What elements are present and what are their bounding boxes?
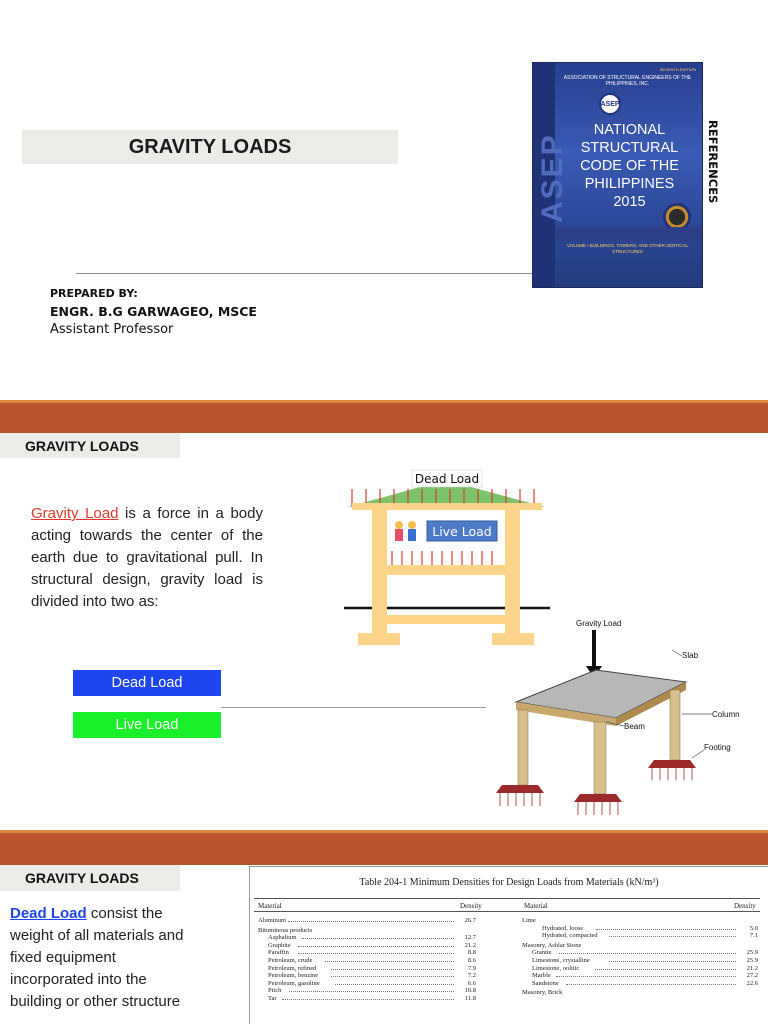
table-row <box>522 932 758 940</box>
prepared-by-block <box>50 287 257 337</box>
gravity-load-definition-text: is a force in a body acting towards the center of the earth due to gravitational pull. In structural design, gravity load is divided into two as: <box>31 505 263 610</box>
material-name: Petroleum, crude <box>268 956 313 964</box>
material-name: Graphite <box>268 941 291 949</box>
slide1-title: GRAVITY LOADS <box>22 130 398 164</box>
dot-leader <box>298 942 454 947</box>
footing-callout: Footing <box>704 743 731 752</box>
title-slide <box>0 0 768 400</box>
book-association: ASSOCIATION OF STRUCTURAL ENGINEERS OF THE PHILIPPINES, INC. <box>563 75 692 87</box>
dot-leader <box>289 987 455 992</box>
material-name: Limestone, crystalline <box>532 956 590 964</box>
slide2-title: GRAVITY LOADS <box>0 433 180 458</box>
dead-load-term-link[interactable]: Dead Load <box>10 905 87 922</box>
density-value: 27.2 <box>746 972 758 980</box>
book-title-line: CODE OF THE <box>580 158 679 174</box>
header-density: Density <box>734 902 756 910</box>
table-row <box>522 949 758 957</box>
table-row <box>522 942 758 950</box>
table-row <box>258 972 476 980</box>
dot-leader <box>566 980 736 985</box>
density-value: 5.0 <box>749 924 758 932</box>
material-name: Lime <box>522 917 536 924</box>
material-name: Asphaltum <box>268 934 297 942</box>
live-load-button[interactable]: Live Load <box>73 712 221 738</box>
book-title-line: STRUCTURAL <box>580 140 679 156</box>
nscp-book-cover <box>532 62 703 288</box>
column <box>594 722 606 794</box>
table-row <box>522 957 758 965</box>
density-value: 25.9 <box>746 949 758 957</box>
dead-load-label: Dead Load <box>414 472 480 486</box>
table-row <box>258 980 476 988</box>
table-header <box>254 898 760 912</box>
material-name: Pitch <box>268 987 282 995</box>
table-row <box>522 972 758 980</box>
divider-line <box>76 273 536 274</box>
density-value: 7.9 <box>467 964 476 972</box>
material-name: Petroleum, refined <box>268 964 317 972</box>
table-row <box>258 987 476 995</box>
table-row <box>522 925 758 933</box>
table-row <box>258 927 476 935</box>
dot-leader <box>596 925 737 930</box>
density-table <box>249 866 768 1024</box>
footing <box>574 794 622 802</box>
density-value: 22.6 <box>746 979 758 987</box>
dot-leader <box>609 957 736 962</box>
density-value: 12.7 <box>464 934 476 942</box>
author-position: Assistant Professor <box>50 322 174 337</box>
dead-load-definition <box>10 903 190 1013</box>
footing <box>648 760 696 768</box>
gravity-load-frame-diagram <box>486 610 768 820</box>
slide2-header-band <box>0 400 768 433</box>
material-name: Masonry, Brick <box>522 989 563 997</box>
book-spine-text: ASEP <box>536 133 569 223</box>
book-title-line: 2015 <box>613 194 646 210</box>
footing <box>496 785 544 793</box>
dot-leader <box>331 972 454 977</box>
book-title <box>557 121 702 211</box>
table-row <box>522 965 758 973</box>
table-row <box>258 942 476 950</box>
material-name: Marble <box>532 972 551 980</box>
material-name: Petroleum, benzine <box>268 972 319 980</box>
dot-leader <box>559 949 736 954</box>
material-name: Limestone, oolitic <box>532 964 580 972</box>
dot-leader <box>282 995 454 1000</box>
dead-load-button[interactable]: Dead Load <box>73 670 221 696</box>
dot-leader <box>288 917 454 922</box>
dot-leader <box>298 949 454 954</box>
density-value: 21.2 <box>746 964 758 972</box>
table-row <box>258 949 476 957</box>
table-row <box>258 957 476 965</box>
prepared-by-label: PREPARED BY: <box>50 287 138 300</box>
book-title-line: NATIONAL <box>593 122 666 138</box>
density-value: 25.9 <box>746 956 758 964</box>
dot-leader <box>302 934 454 939</box>
density-value: 10.8 <box>464 987 476 995</box>
material-name: Tar <box>268 994 277 1002</box>
floor-beam <box>372 565 520 575</box>
slide3-header-band <box>0 830 768 865</box>
gravity-load-term-link[interactable]: Gravity Load <box>31 505 119 522</box>
density-value: 8.6 <box>467 956 476 964</box>
column <box>518 710 528 785</box>
density-value: 7.2 <box>467 972 476 980</box>
header-material: Material <box>524 902 548 910</box>
table-row <box>522 980 758 988</box>
header-material: Material <box>258 902 282 910</box>
slab-leader <box>672 650 682 656</box>
material-name: Hydrated, loose <box>542 924 584 932</box>
density-value: 21.2 <box>464 941 476 949</box>
left-footing <box>358 633 400 645</box>
material-name: Hydrated, compacted <box>542 932 598 940</box>
gravity-load-callout: Gravity Load <box>576 619 622 628</box>
table-row <box>522 917 758 925</box>
density-value: 26.7 <box>464 917 476 924</box>
material-name: Petroleum, gasoline <box>268 979 320 987</box>
dead-load-definition-text: consist the weight of all materials and fixed equipment incorporated into the building or other structure <box>10 905 184 1010</box>
density-value: 6.6 <box>467 979 476 987</box>
material-name: Bituminous products <box>258 926 313 934</box>
dot-leader <box>595 965 736 970</box>
material-name: Aluminum <box>258 917 287 924</box>
book-band <box>555 227 702 241</box>
material-name: Paraffin <box>268 949 289 957</box>
table-row <box>258 965 476 973</box>
slab-callout: Slab <box>682 651 699 660</box>
book-edition: SEVENTH EDITION <box>659 67 696 72</box>
table-row <box>522 989 758 997</box>
live-load-label: Live Load <box>432 524 492 539</box>
people-icon <box>395 521 416 541</box>
material-name: Sandstone <box>532 979 559 987</box>
density-value: 7.1 <box>749 932 758 940</box>
table-caption: Table 204-1 Minimum Densities for Design Loads from Materials (kN/m³) <box>359 877 659 888</box>
divider-line <box>221 707 486 708</box>
header-density: Density <box>460 902 482 910</box>
table-row <box>258 917 476 925</box>
column-callout: Column <box>712 710 740 719</box>
book-volume: VOLUME I BUILDINGS, TOWERS, AND OTHER VERTICAL STRUCTURES <box>566 243 689 254</box>
density-value: 11.8 <box>464 994 476 1002</box>
references-label: REFERENCES <box>706 120 720 204</box>
dot-leader <box>609 932 736 937</box>
density-value: 8.8 <box>467 949 476 957</box>
gravity-load-definition <box>31 503 263 613</box>
book-title-line: PHILIPPINES <box>584 176 675 192</box>
asep-seal-icon: ASEP <box>599 93 621 115</box>
beam-callout: Beam <box>624 722 645 731</box>
footing-leader <box>692 750 704 758</box>
material-name: Granite <box>532 949 552 957</box>
slide3-title: GRAVITY LOADS <box>0 865 180 891</box>
dot-leader <box>325 957 454 962</box>
table-left-column <box>258 917 476 1003</box>
dot-leader <box>335 980 454 985</box>
table-row <box>258 934 476 942</box>
material-name: Masonry, Ashlar Stone <box>522 941 582 949</box>
dot-leader <box>556 972 736 977</box>
live-load-arrows <box>392 551 492 565</box>
table-right-column <box>522 917 758 997</box>
table-row <box>258 995 476 1003</box>
column <box>670 690 680 760</box>
dot-leader <box>331 965 454 970</box>
references-label-wrap <box>702 120 722 210</box>
author-name: ENGR. B.G GARWAGEO, MSCE <box>50 304 257 319</box>
